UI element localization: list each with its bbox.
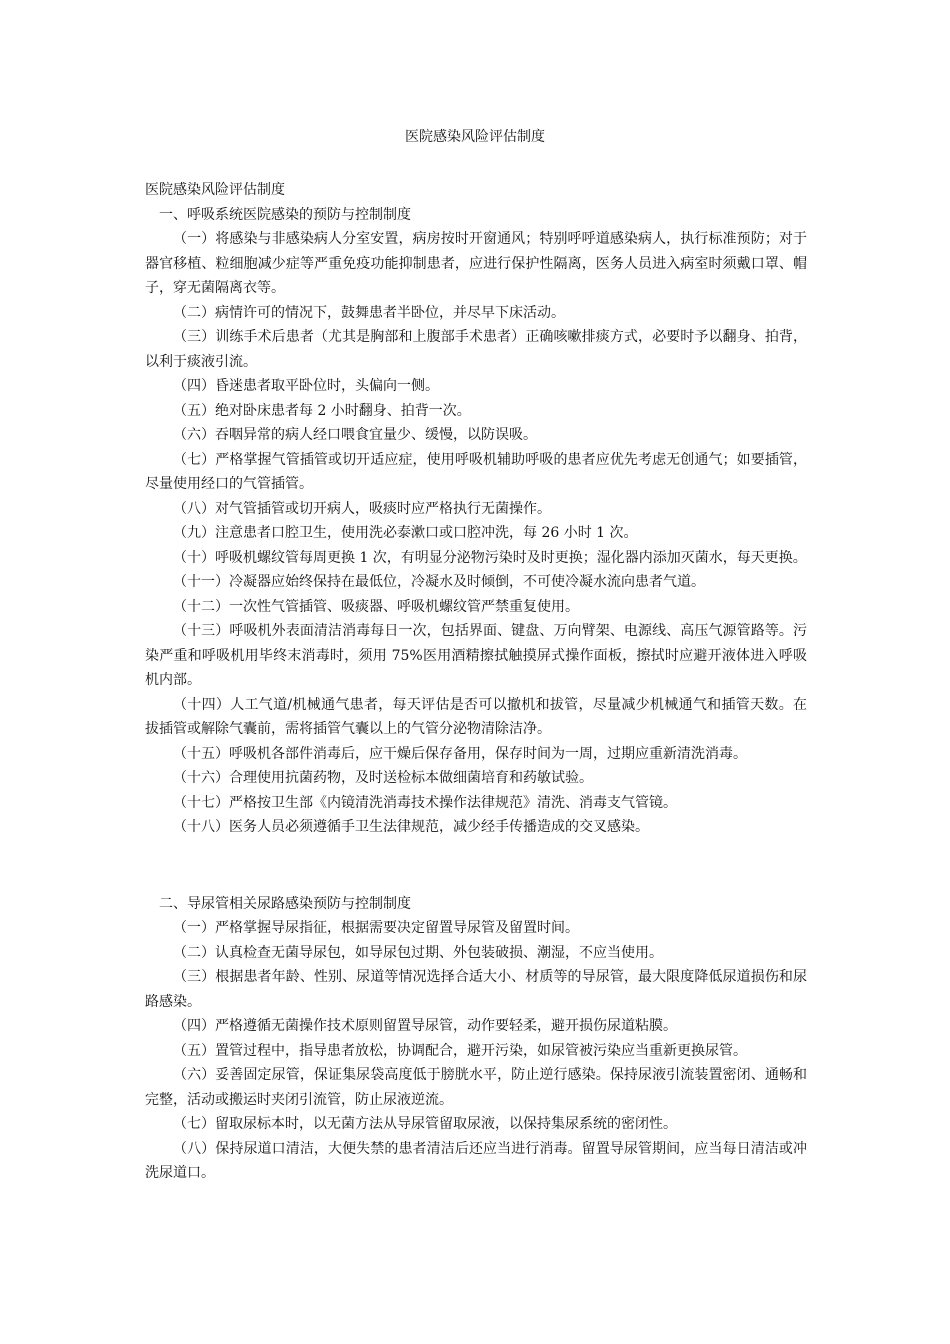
section-item: （十八）医务人员必须遵循手卫生法律规范，减少经手传播造成的交叉感染。 — [173, 819, 649, 835]
section-item: （十二）一次性气管插管、吸痰器、呼吸机螺纹管严禁重复使用。 — [173, 598, 579, 615]
section-item: （十七）严格按卫生部《内镜清洗消毒技术操作法律规范》清洗、消毒支气管镜。 — [173, 794, 677, 811]
section-item: （八）对气管插管或切开病人，吸痰时应严格执行无菌操作。 — [173, 500, 551, 517]
document-subtitle: 医院感染风险评估制度 — [145, 182, 285, 198]
section-item: （三）训练手术后患者（尤其是胸部和上腹部手术患者）正确咳嗽排痰方式，必要时予以翻身、拍背，以利于痰液引流。 — [145, 329, 807, 370]
section-item: （六）妥善固定尿管，保证集尿袋高度低于膀胱水平，防止逆行感染。保持尿液引流装置密闭、通畅和完整，活动或搬运时夹闭引流管，防止尿液逆流。 — [145, 1067, 807, 1108]
section-item: （十三）呼吸机外表面清洁消毒每日一次，包括界面、键盘、万向臂架、电源线、高压气源管路等。污染严重和呼吸机用毕终末消毒时，须用 75%医用酒精擦拭触摸屏式操作面板，擦拭时应避开液体进入呼吸机内部。 — [145, 623, 807, 688]
section-item: （一）严格掌握导尿指征，根据需要决定留置导尿管及留置时间。 — [173, 920, 579, 936]
section-spacer — [145, 840, 807, 892]
document-title: 医院感染风险评估制度 — [405, 129, 545, 145]
section-item: （十一）冷凝器应始终保持在最低位，冷凝水及时倾倒，不可使冷凝水流向患者气道。 — [173, 574, 705, 590]
section-item: （五）置管过程中，指导患者放松，协调配合，避开污染，如尿管被污染应当重新更换尿管。 — [173, 1042, 747, 1059]
section-item: （二）病情许可的情况下，鼓舞患者半卧位，并尽早下床活动。 — [173, 304, 565, 321]
section-item: （五）绝对卧床患者每 2 小时翻身、拍背一次。 — [173, 402, 471, 419]
section-item: （四）严格遵循无菌操作技术原则留置导尿管，动作要轻柔，避开损伤尿道粘膜。 — [173, 1018, 677, 1034]
section-item: （十）呼吸机螺纹管每周更换 1 次，有明显分泌物污染时及时更换；湿化器内添加灭菌水，每天更换。 — [173, 549, 807, 566]
section-item: （十六）合理使用抗菌药物，及时送检标本做细菌培育和药敏试验。 — [173, 770, 593, 786]
section-item: （八）保持尿道口清洁，大便失禁的患者清洁后还应当进行消毒。留置导尿管期间，应当每日清洁或冲洗尿道口。 — [145, 1140, 807, 1181]
section-item: （三）根据患者年龄、性别、尿道等情况选择合适大小、材质等的导尿管，最大限度降低尿道损伤和尿路感染。 — [145, 969, 807, 1010]
section-respiratory — [145, 203, 807, 840]
section-item: （四）昏迷患者取平卧位时，头偏向一侧。 — [173, 378, 439, 394]
section-item: （二）认真检查无菌导尿包，如导尿包过期、外包装破损、潮湿，不应当使用。 — [173, 944, 663, 961]
section-heading: 一、呼吸系统医院感染的预防与控制制度 — [159, 206, 411, 223]
section-item: （一）将感染与非感染病人分室安置，病房按时开窗通风；特别呼呼道感染病人，执行标准预防；对于器官移植、粒细胞减少症等严重免疫功能抑制患者，应进行保护性隔离，医务人员进入病室时须戴口罩、帽子，穿无菌隔离衣等。 — [145, 231, 807, 296]
section-urinary — [145, 892, 807, 1186]
section-item: （七）留取尿标本时，以无菌方法从导尿管留取尿液，以保持集尿系统的密闭性。 — [173, 1116, 677, 1132]
section-item: （九）注意患者口腔卫生，使用洗必泰漱口或口腔冲洗，每 26 小时 1 次。 — [173, 525, 638, 541]
section-item: （十五）呼吸机各部件消毒后，应干燥后保存备用，保存时间为一周，过期应重新清洗消毒。 — [173, 745, 747, 762]
document-body — [145, 178, 807, 1186]
section-item: （七）严格掌握气管插管或切开适应症，使用呼吸机辅助呼吸的患者应优先考虑无创通气；如要插管，尽量使用经口的气管插管。 — [145, 451, 807, 492]
section-item: （六）吞咽异常的病人经口喂食宜量少、缓慢，以防误吸。 — [173, 427, 537, 443]
section-item: （十四）人工气道/机械通气患者，每天评估是否可以撤机和拔管，尽量减少机械通气和插管天数。在拔插管或解除气囊前，需将插管气囊以上的气管分泌物清除洁净。 — [145, 696, 807, 737]
section-heading: 二、导尿管相关尿路感染预防与控制制度 — [159, 895, 411, 912]
